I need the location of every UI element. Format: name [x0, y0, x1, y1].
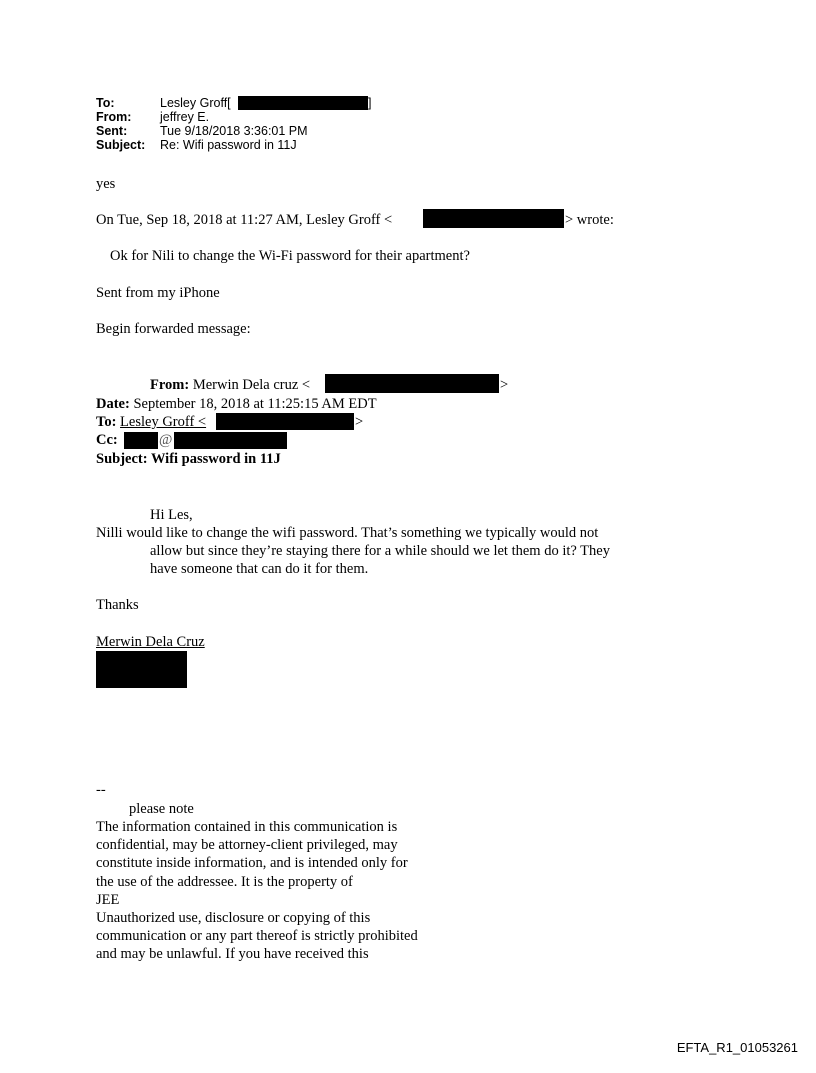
header-from-row: [96, 111, 496, 125]
page-id: EFTA_R1_01053261: [676, 1040, 798, 1055]
fwd-from-value: Merwin Dela cruz <: [192, 377, 311, 393]
header-sent-value: Tue 9/18/2018 3:36:01 PM: [160, 124, 308, 138]
fwd-to-value: Lesley Groff <: [120, 414, 207, 430]
quoted-begin-forwarded: Begin forwarded message:: [96, 321, 251, 337]
header-subject-row: [96, 139, 496, 153]
footer-line: and may be unlawful. If you have received this: [96, 946, 369, 963]
footer-line: The information contained in this communication is: [96, 819, 398, 835]
fwd-subject-value: Wifi password in 11J: [150, 451, 281, 467]
fwd-date-row: [96, 395, 377, 413]
fwd-to-close: >: [355, 414, 364, 430]
fwd-date-value: September 18, 2018 at 11:25:15 AM EDT: [133, 396, 377, 412]
quoted-sent-from: Sent from my iPhone: [96, 285, 220, 301]
footer-line: constitute inside information, and is intended only for: [96, 855, 408, 872]
header-subject-label: Subject:: [96, 138, 146, 152]
header-to-value: Lesley Groff[: [160, 96, 231, 110]
redaction-box: [174, 432, 287, 449]
footer-please-note: please note: [129, 801, 194, 817]
redaction-box: [96, 651, 187, 688]
header-from-value: jeffrey E.: [160, 110, 210, 124]
fwd-from-label: From:: [150, 377, 190, 393]
fwd-cc-label: Cc:: [96, 432, 118, 448]
fwd-greeting: Hi Les,: [150, 507, 193, 523]
footer-line: Unauthorized use, disclosure or copying of this: [96, 910, 371, 927]
fwd-thanks: Thanks: [96, 597, 139, 613]
footer-line: confidential, may be attorney-client privileged, may: [96, 837, 398, 854]
redaction-box: [325, 374, 499, 393]
fwd-from-row: [150, 376, 310, 394]
redaction-box: [238, 96, 368, 110]
fwd-signature: Merwin Dela Cruz: [96, 634, 205, 650]
fwd-to-row: [96, 413, 206, 431]
fwd-date-label: Date:: [96, 396, 130, 412]
reply-text: yes: [96, 176, 116, 192]
redaction-box: [216, 413, 354, 430]
fwd-cc-at: @: [159, 432, 173, 448]
fwd-body-line-2: allow but since they’re staying there for a while should we let them do it? They: [150, 543, 610, 559]
fwd-body-line-1: Nilli would like to change the wifi password. That’s something we typically would not: [96, 525, 599, 541]
fwd-body-line-3: have someone that can do it for them.: [150, 561, 369, 577]
footer-line: the use of the addressee. It is the property of: [96, 873, 353, 890]
footer-line: JEE: [96, 891, 120, 908]
header-to-label: To:: [96, 96, 115, 110]
quote-attribution-prefix: On Tue, Sep 18, 2018 at 11:27 AM, Lesley Groff <: [96, 212, 393, 228]
fwd-subject-label: Subject:: [96, 451, 148, 467]
redaction-box: [423, 209, 564, 228]
header-sent-label: Sent:: [96, 124, 128, 138]
header-subject-value: Re: Wifi password in 11J: [160, 138, 297, 152]
fwd-to-label: To:: [96, 414, 117, 430]
redaction-box: [124, 432, 158, 449]
footer-disclaimer: [96, 818, 516, 964]
header-from-label: From:: [96, 110, 132, 124]
fwd-subject-row: [96, 450, 281, 468]
fwd-from-close: >: [500, 377, 509, 393]
quote-attribution-suffix: > wrote:: [565, 212, 614, 228]
header-to-close: ]: [368, 96, 372, 110]
footer-dashes: --: [96, 782, 106, 798]
footer-line: communication or any part thereof is strictly prohibited: [96, 928, 418, 945]
header-sent-row: [96, 125, 496, 139]
quoted-question: Ok for Nili to change the Wi-Fi password for their apartment?: [110, 248, 470, 264]
